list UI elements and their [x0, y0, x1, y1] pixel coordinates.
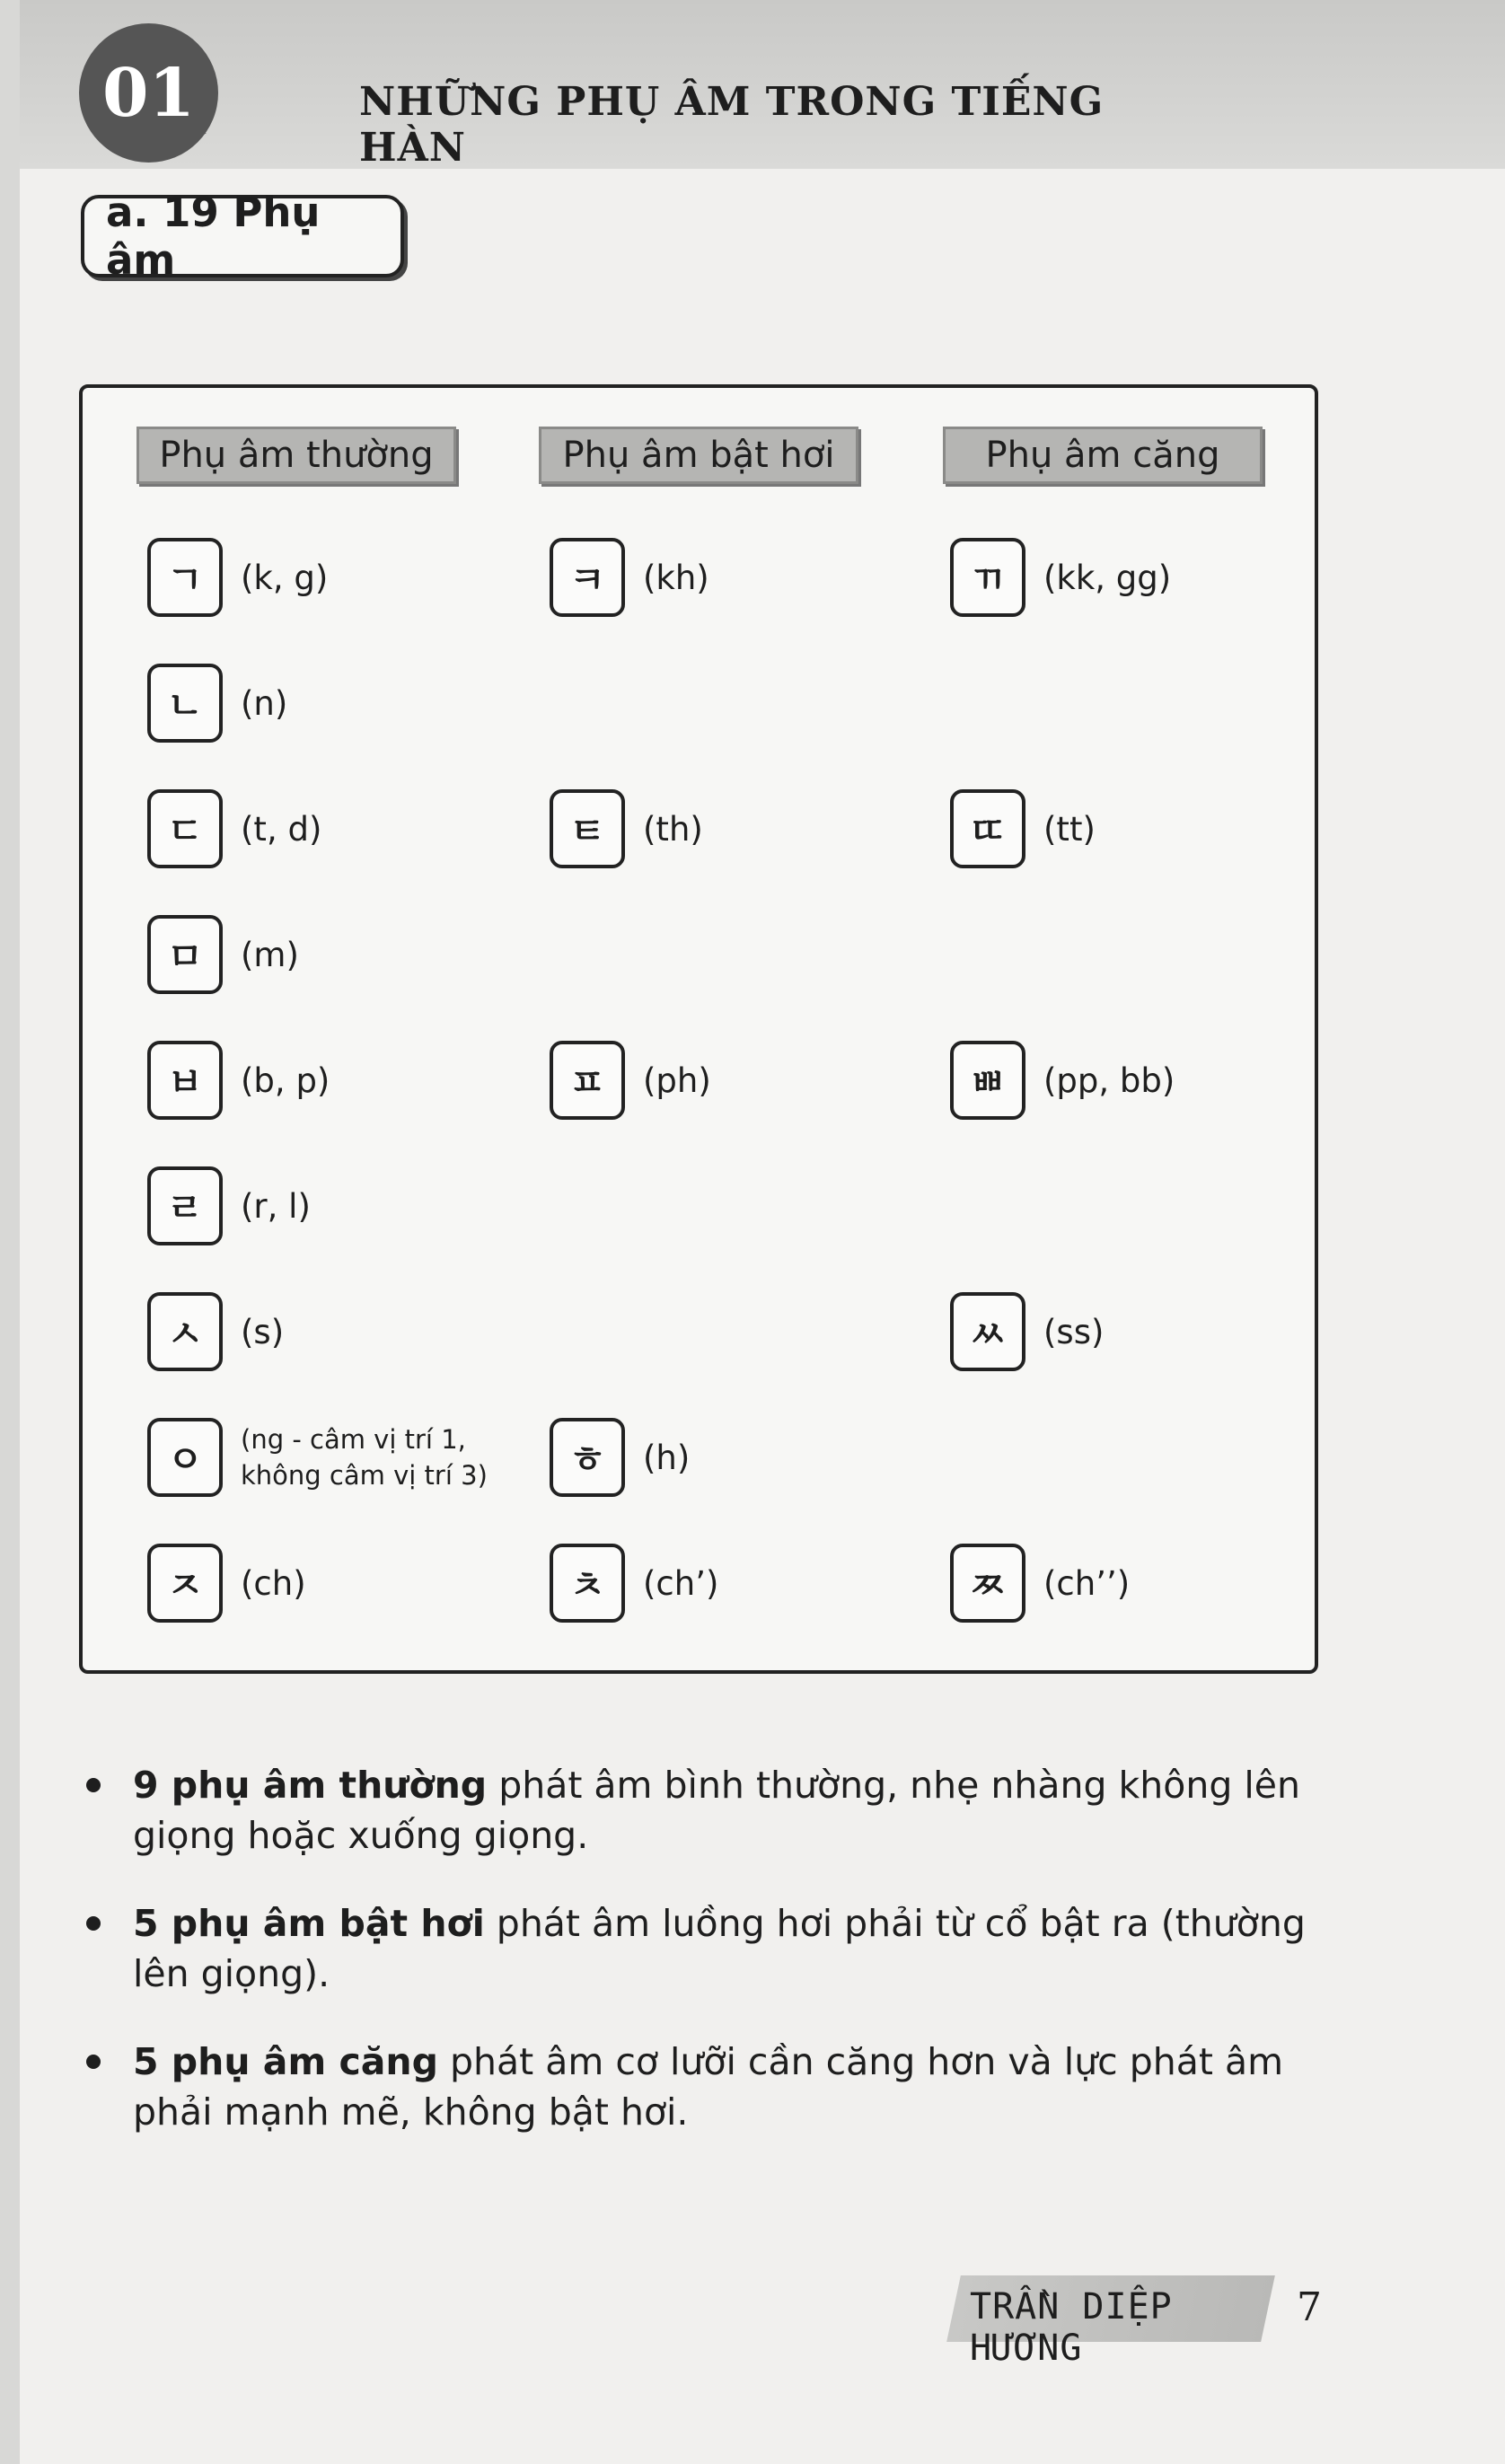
consonant-glyph: ㅆ [950, 1292, 1025, 1371]
consonant-glyph: ㄱ [147, 538, 223, 617]
consonant-glyph: ㄹ [147, 1166, 223, 1245]
page-number: 7 [1297, 2284, 1322, 2330]
bullet-item [86, 1898, 1325, 1999]
consonant-glyph: ㅂ [147, 1041, 223, 1120]
consonant-cell-plain [147, 1542, 306, 1624]
consonant-romanization: (ch’’) [1043, 1563, 1131, 1603]
consonant-romanization: (m) [241, 935, 299, 974]
bullet-text: phát âm luồng hơi phải từ cổ bật ra (thường lên giọng). [133, 1902, 1306, 1995]
column-header-aspirated: Phụ âm bật hơi [539, 427, 858, 484]
consonant-romanization: (tt) [1043, 809, 1096, 849]
consonant-glyph: ㄷ [147, 789, 223, 868]
consonant-cell-plain [147, 1290, 284, 1373]
consonant-romanization: (t, d) [241, 809, 322, 849]
bullet-list [86, 1760, 1325, 2175]
consonant-cell-plain [147, 1039, 330, 1122]
bullet-bold: 5 phụ âm bật hơi [133, 1902, 485, 1945]
column-header-plain: Phụ âm thường [136, 427, 456, 484]
consonant-romanization: (kh) [643, 558, 709, 597]
bullet-dot [86, 1778, 101, 1792]
consonant-romanization: (ng - câm vị trí 1, không câm vị trí 3) [241, 1424, 488, 1491]
consonant-glyph: ㄲ [950, 538, 1025, 617]
consonant-romanization: (pp, bb) [1043, 1060, 1175, 1100]
consonant-glyph: ㄴ [147, 664, 223, 743]
chapter-number-badge [79, 23, 218, 163]
bullet-bold: 5 phụ âm căng [133, 2040, 438, 2083]
consonant-glyph: ㅅ [147, 1292, 223, 1371]
bullet-bold: 9 phụ âm thường [133, 1764, 488, 1807]
consonant-glyph: ㅁ [147, 915, 223, 994]
bullet-text: phát âm bình thường, nhẹ nhàng không lên giọng hoặc xuống giọng. [133, 1764, 1300, 1857]
consonant-glyph: ㅋ [550, 538, 625, 617]
consonant-cell-plain [147, 788, 321, 870]
bullet-text: phát âm cơ lưỡi cần căng hơn và lực phát âm phải mạnh mẽ, không bật hơi. [133, 2040, 1284, 2134]
consonant-cell-tense [950, 1542, 1130, 1624]
consonant-glyph: ㅌ [550, 789, 625, 868]
consonant-cell-plain [147, 1416, 492, 1499]
consonant-romanization: (ph) [643, 1060, 711, 1100]
column-header-tense: Phụ âm căng [943, 427, 1263, 484]
consonant-cell-aspirated [550, 788, 703, 870]
consonant-cell-aspirated [550, 1416, 690, 1499]
consonant-cell-tense [950, 1290, 1104, 1373]
consonant-romanization: (kk, gg) [1043, 558, 1172, 597]
consonant-romanization: (k, g) [241, 558, 329, 597]
consonant-glyph: ㅎ [550, 1418, 625, 1497]
chapter-number: 01 [102, 54, 195, 132]
consonant-cell-tense [950, 536, 1171, 619]
consonant-cell-aspirated [550, 1039, 711, 1122]
consonant-cell-plain [147, 662, 287, 744]
consonant-glyph: ㅉ [950, 1544, 1025, 1623]
consonant-cell-tense [950, 788, 1096, 870]
consonant-glyph: ㅊ [550, 1544, 625, 1623]
bullet-dot [86, 1916, 101, 1931]
consonant-cell-plain [147, 1165, 311, 1247]
consonant-glyph: ㅃ [950, 1041, 1025, 1120]
consonant-romanization: (ch’) [643, 1563, 719, 1603]
consonant-romanization: (th) [643, 809, 703, 849]
bullet-item [86, 1760, 1325, 1861]
consonant-cell-aspirated [550, 1542, 718, 1624]
consonant-romanization: (h) [643, 1438, 691, 1477]
consonant-glyph: ㅈ [147, 1544, 223, 1623]
footer-author: TRẦN DIỆP HƯƠNG [970, 2286, 1173, 2369]
consonant-cell-plain [147, 913, 299, 996]
consonant-cell-tense [950, 1039, 1175, 1122]
section-label-text: a. 19 Phụ âm [106, 189, 321, 284]
consonant-glyph: ㄸ [950, 789, 1025, 868]
consonant-romanization: (n) [241, 683, 288, 723]
consonant-romanization: (r, l) [241, 1186, 311, 1226]
bullet-item [86, 2037, 1325, 2137]
section-label [81, 189, 404, 284]
bullet-dot [86, 2055, 101, 2069]
consonant-romanization: (ch) [241, 1563, 306, 1603]
page-edge-shadow [0, 0, 20, 2464]
consonant-romanization: (b, p) [241, 1060, 330, 1100]
consonant-glyph: ㅍ [550, 1041, 625, 1120]
consonant-cell-plain [147, 536, 328, 619]
consonant-romanization: (ss) [1043, 1312, 1105, 1351]
consonant-glyph: ㅇ [147, 1418, 223, 1497]
chapter-title: NHỮNG PHỤ ÂM TRONG TIẾNG HÀN [359, 79, 1105, 171]
consonant-cell-aspirated [550, 536, 709, 619]
consonant-romanization: (s) [241, 1312, 285, 1351]
